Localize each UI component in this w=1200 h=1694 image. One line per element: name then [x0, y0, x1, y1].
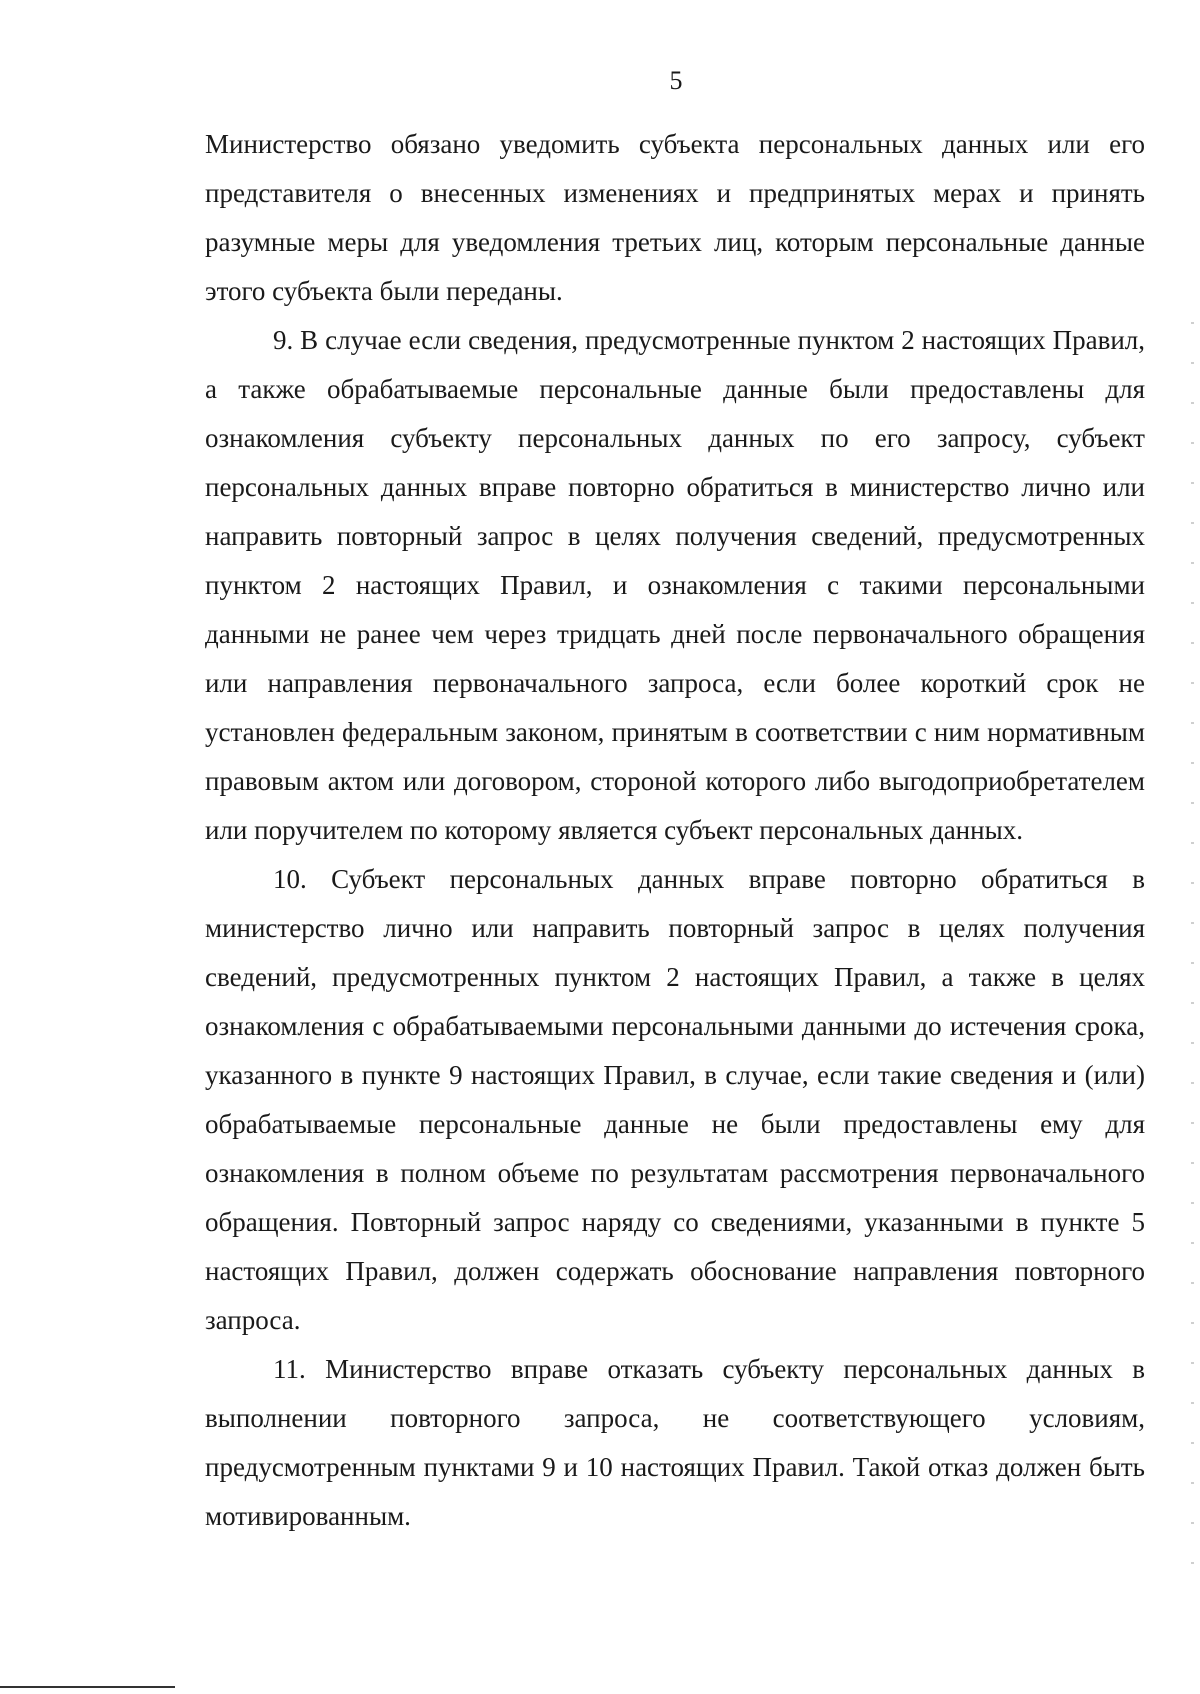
- paragraph-continuation: Министерство обязано уведомить субъекта персональных данных или его представителя о внесенных изменениях и предпринятых мерах и принять разумные меры для уведомления третьих лиц, которым персональные данные этого субъекта были переданы.: [205, 129, 1145, 306]
- document-body: [205, 120, 1145, 1541]
- paragraph-10: 10. Субъект персональных данных вправе повторно обратиться в министерство лично или направить повторный запрос в целях получения сведений, предусмотренных пунктом 2 настоящих Правил, а также в целях ознакомления с обрабатываемыми персональными данными до истечения срока, указанного в пункте 9 настоящих Правил, в случае, если такие сведения и (или) обрабатываемые персональные данные не были предоставлены ему для ознакомления в полном объеме по результатам рассмотрения первоначального обращения. Повторный запрос наряду со сведениями, указанными в пункте 5 настоящих Правил, должен содержать обоснование направления повторного запроса.: [205, 864, 1145, 1335]
- scan-bottom-rule: [0, 1686, 175, 1688]
- page-number: 5: [669, 66, 683, 95]
- paragraph-9: 9. В случае если сведения, предусмотренные пунктом 2 настоящих Правил, а также обрабатываемые персональные данные были предоставлены для ознакомления субъекту персональных данных по его запросу, субъект персональных данных вправе повторно обратиться в министерство лично или направить повторный запрос в целях получения сведений, предусмотренных пунктом 2 настоящих Правил, и ознакомления с такими персональными данными не ранее чем через тридцать дней после первоначального обращения или направления первоначального запроса, если более короткий срок не установлен федеральным законом, принятым в соответствии с ним нормативным правовым актом или договором, стороной которого либо выгодоприобретателем или поручителем по которому является субъект персональных данных.: [205, 325, 1145, 845]
- scan-edge-marks: [1191, 300, 1194, 1600]
- paragraph-11: 11. Министерство вправе отказать субъекту персональных данных в выполнении повторного запроса, не соответствующего условиям, предусмотренным пунктами 9 и 10 настоящих Правил. Такой отказ должен быть мотивированным.: [205, 1354, 1145, 1531]
